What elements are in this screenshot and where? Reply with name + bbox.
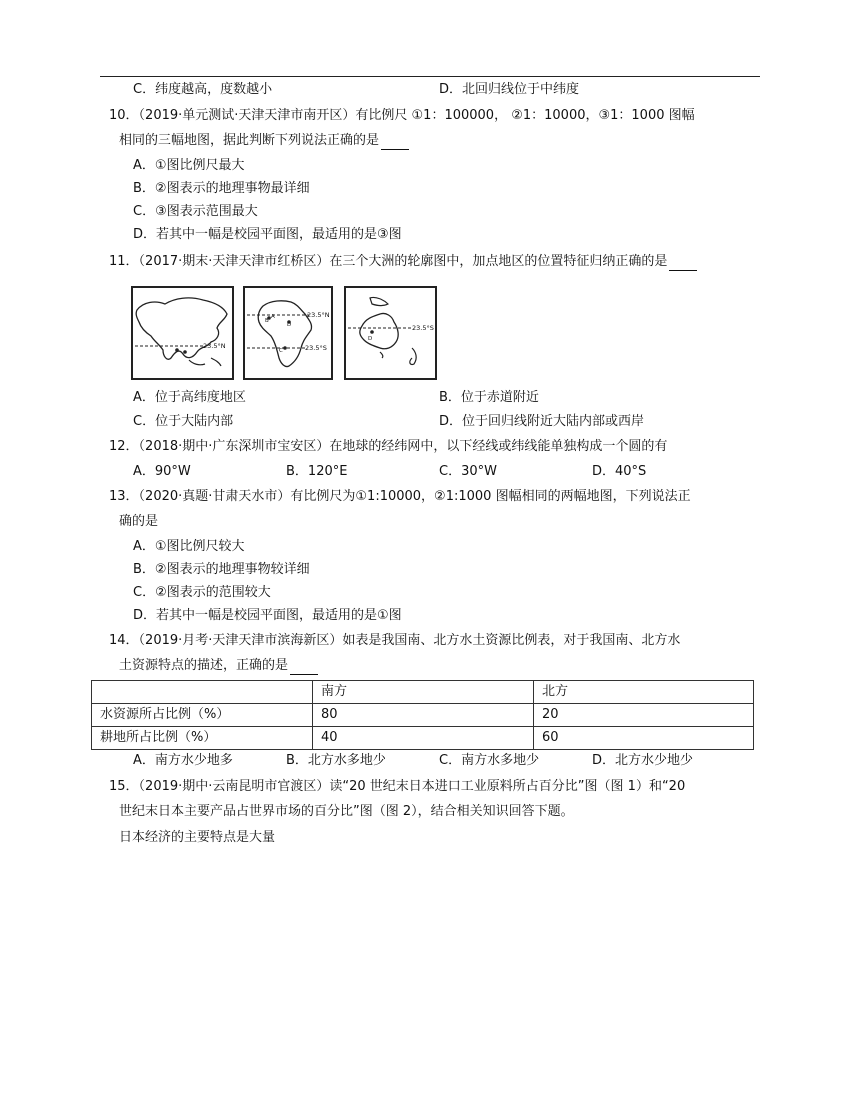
- answer-blank: [290, 660, 318, 675]
- q10-option-d: D．若其中一幅是校园平面图，最适用的是③图: [133, 227, 402, 242]
- q11-option-b: B．位于赤道附近: [439, 390, 539, 405]
- q10-stem-line1: 10．（2019·单元测试·天津天津市南开区）有比例尺 ①1：100000， ②1：10000，③1：1000 图幅: [109, 108, 695, 123]
- table-cell: 水资源所占比例（%）: [92, 704, 313, 727]
- q13-stem-line2: 确的是: [119, 514, 159, 529]
- q10-stem-text: 相同的三幅地图，据此判断下列说法正确的是: [119, 133, 380, 148]
- q9-option-c: C．纬度越高，度数越小: [133, 82, 273, 97]
- map-oceania: [344, 286, 437, 380]
- map2-tropic-n-label: 23.5°N: [307, 311, 330, 319]
- table-row: [92, 727, 754, 750]
- q13-option-a: A．①图比例尺较大: [133, 539, 245, 554]
- map-africa: [243, 286, 333, 380]
- q13-option-b: B．②图表示的地理事物较详细: [133, 562, 310, 577]
- q14-option-d: D．北方水少地少: [592, 753, 694, 768]
- table-cell: 60: [534, 727, 754, 750]
- q15-stem-line2: 世纪末日本主要产品占世界市场的百分比”图（图 2），结合相关知识回答下题。: [119, 804, 574, 819]
- continent-outline-maps: [131, 286, 437, 378]
- q10-option-b: B．②图表示的地理事物最详细: [133, 181, 310, 196]
- water-land-table: [91, 680, 754, 750]
- table-header-row: [92, 681, 754, 704]
- table-header-cell: 南方: [313, 681, 534, 704]
- map-asia: [131, 286, 234, 380]
- q12-stem: 12．（2018·期中·广东深圳市宝安区）在地球的经纬网中，以下经线或纬线能单独构成一个圆的有: [109, 439, 668, 454]
- table-cell: 80: [313, 704, 534, 727]
- q13-stem-line1: 13．（2020·真题·甘肃天水市）有比例尺为①1:10000，②1:1000 图幅相同的两幅地图，下列说法正: [109, 489, 691, 504]
- map2-point-a: A: [271, 314, 275, 320]
- oceania-outline-icon: [346, 288, 435, 378]
- map2-point-c: C: [279, 348, 283, 354]
- q13-option-d: D．若其中一幅是校园平面图，最适用的是①图: [133, 608, 402, 623]
- table-cell: 40: [313, 727, 534, 750]
- q11-stem-text: 11．（2017·期末·天津天津市红桥区）在三个大洲的轮廓图中，加点地区的位置特征归纳正确的是: [109, 254, 668, 269]
- map2-tropic-s-label: 23.5°S: [305, 344, 327, 352]
- q14-option-b: B．北方水多地少: [286, 753, 386, 768]
- q14-option-a: A．南方水少地多: [133, 753, 233, 768]
- q12-option-d: D．40°S: [592, 464, 647, 479]
- q13-option-c: C．②图表示的范围较大: [133, 585, 271, 600]
- map3-point-d: D: [368, 336, 373, 342]
- q14-option-c: C．南方水多地少: [439, 753, 540, 768]
- q15-stem-line1: 15．（2019·期中·云南昆明市官渡区）读“20 世纪末日本进口工业原料所占百分比”图（图 1）和“20: [109, 779, 686, 794]
- q14-stem-line1: 14．（2019·月考·天津天津市滨海新区）如表是我国南、北方水土资源比例表，对于我国南、北方水: [109, 633, 681, 648]
- map2-point-d: D: [287, 322, 292, 328]
- table-header-cell: [92, 681, 313, 704]
- answer-blank: [381, 135, 409, 150]
- q11-stem: [109, 253, 697, 271]
- table-row: [92, 704, 754, 727]
- q10-stem-line2: [119, 132, 409, 150]
- q11-option-d: D．位于回归线附近大陆内部或西岸: [439, 414, 645, 429]
- q14-stem-line2: [119, 657, 318, 675]
- q15-question: 日本经济的主要特点是大量: [119, 830, 276, 845]
- asia-outline-icon: [133, 288, 232, 378]
- q10-option-c: C．③图表示范围最大: [133, 204, 258, 219]
- q11-option-a: A．位于高纬度地区: [133, 390, 246, 405]
- q14-stem-text: 土资源特点的描述，正确的是: [119, 658, 289, 673]
- table-cell: 20: [534, 704, 754, 727]
- q12-option-c: C．30°W: [439, 464, 497, 479]
- map3-tropic-label: 23.5°S: [412, 324, 434, 332]
- table-header-cell: 北方: [534, 681, 754, 704]
- map1-tropic-label: 23.5°N: [203, 342, 226, 350]
- africa-outline-icon: [245, 288, 331, 378]
- q11-option-c: C．位于大陆内部: [133, 414, 234, 429]
- header-rule: [100, 76, 760, 77]
- q9-option-d: D．北回归线位于中纬度: [439, 82, 580, 97]
- q10-option-a: A．①图比例尺最大: [133, 158, 245, 173]
- table-cell: 耕地所占比例（%）: [92, 727, 313, 750]
- q12-option-b: B．120°E: [286, 464, 348, 479]
- answer-blank: [669, 256, 697, 271]
- q12-option-a: A．90°W: [133, 464, 191, 479]
- map2-point-b: B: [265, 318, 269, 324]
